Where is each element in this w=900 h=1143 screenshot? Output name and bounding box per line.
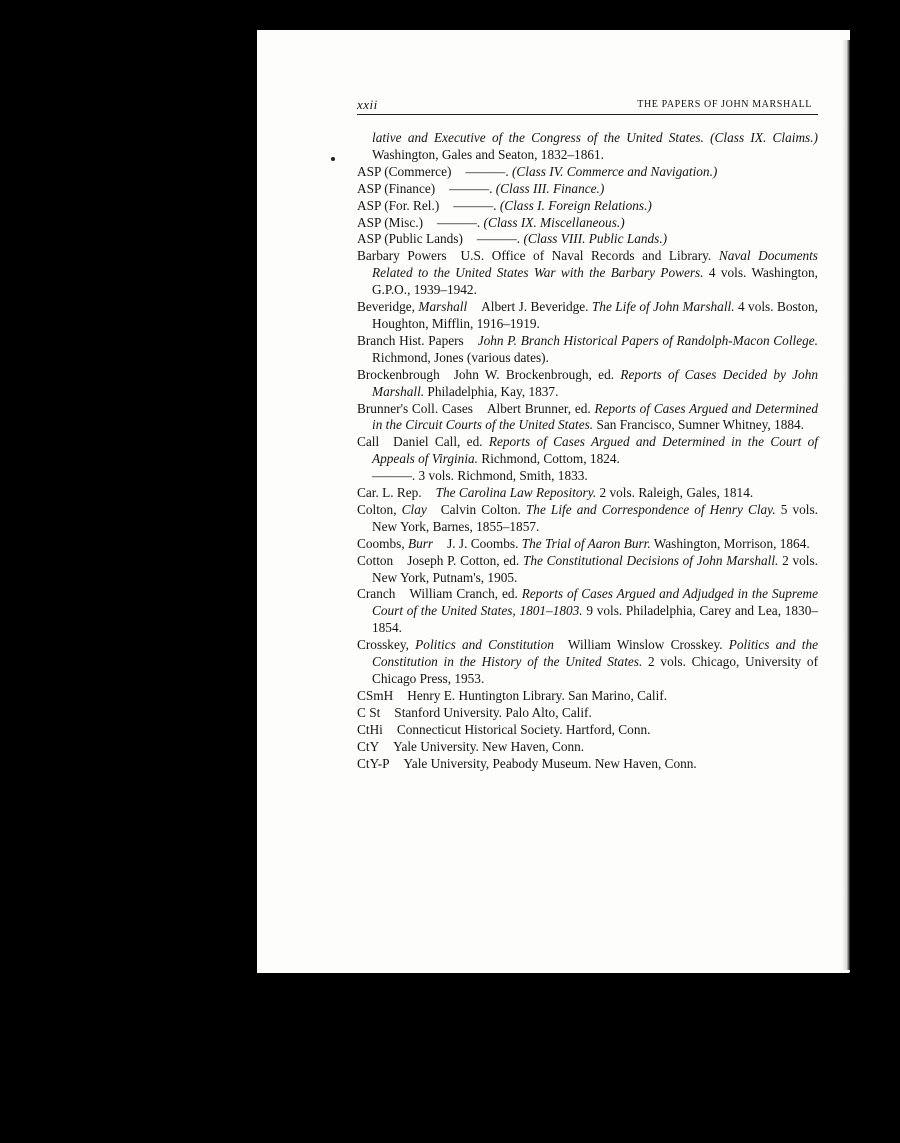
entry-abbreviation: Brockenbrough xyxy=(357,366,440,382)
bib-entry xyxy=(357,756,818,773)
entry-text: Calvin Colton. xyxy=(440,501,526,517)
entry-text: Washington, Gales and Seaton, 1832–1861. xyxy=(372,146,604,162)
entry-title-text: The Carolina Law Repository. xyxy=(435,485,597,501)
entry-title-text: The Trial of Aaron Burr. xyxy=(521,535,651,551)
entry-abbreviation: CtY xyxy=(357,738,380,754)
entry-abbreviation: CtY-P xyxy=(357,755,390,771)
entry-text: Albert J. Beveridge. xyxy=(481,299,592,315)
entry-abbreviation: Brunner's Coll. Cases xyxy=(357,400,473,416)
entry-text: ———. xyxy=(453,197,500,213)
entry-text: Henry E. Huntington Library. San Marino, Calif. xyxy=(407,687,668,703)
margin-mark xyxy=(331,157,335,161)
entry-title-text: Reports of Cases Decided by John Marshall. xyxy=(372,366,819,399)
page-header xyxy=(357,96,818,115)
entry-text: U.S. Office of Naval Records and Library. xyxy=(460,248,719,264)
abbreviations-list xyxy=(357,130,818,772)
entry-abbreviation: CtHi xyxy=(357,721,383,737)
bib-entry xyxy=(357,164,818,181)
bib-entry xyxy=(357,130,818,164)
entry-text: Stanford University. Palo Alto, Calif. xyxy=(394,704,592,720)
entry-abbreviation: Coombs, Burr xyxy=(357,535,434,551)
entry-abbreviation: Call xyxy=(357,434,380,450)
entry-text: ———. 3 vols. Richmond, Smith, 1833. xyxy=(372,468,588,484)
entry-title-text: Naval Documents Related to the United States War with the Barbary Powers. xyxy=(372,248,818,281)
entry-abbreviation: Branch Hist. Papers xyxy=(357,332,464,348)
entry-title-text: The Constitutional Decisions of John Marshall. xyxy=(522,552,779,568)
entry-abbreviation: Cotton xyxy=(357,552,394,568)
entry-text: Washington, Morrison, 1864. xyxy=(650,535,810,551)
bib-entry xyxy=(357,722,818,739)
entry-text: 2 vols. Raleigh, Gales, 1814. xyxy=(596,485,754,501)
bib-entry xyxy=(357,688,818,705)
page-edge-shadow xyxy=(842,40,850,970)
entry-text: William Winslow Crosskey. xyxy=(567,637,729,653)
entry-text: 4 vols. Washington, G.P.O., 1939–1942. xyxy=(372,265,818,298)
entry-text: 2 vols. Chicago, University of Chicago Press, 1953. xyxy=(372,654,818,686)
bib-entry xyxy=(357,248,818,299)
entry-text: Joseph P. Cotton, ed. xyxy=(407,552,523,568)
page-number: xxii xyxy=(357,97,378,112)
entry-title-text: (Class I. Foreign Relations.) xyxy=(499,197,652,213)
bib-entry xyxy=(357,333,818,367)
bib-entry xyxy=(357,231,818,248)
entry-abbreviation: CSmH xyxy=(357,687,394,703)
entry-text: J. J. Coombs. xyxy=(447,535,522,551)
entry-text: ———. xyxy=(465,163,512,179)
entry-abbreviation: ASP (Commerce) xyxy=(357,163,452,179)
bib-entry xyxy=(357,553,818,587)
entry-text: Richmond, Jones (various dates). xyxy=(372,349,549,365)
entry-title-text: Reports of Cases Argued and Adjudged in the Supreme Court of the United States, 1801–1803. xyxy=(372,586,819,619)
entry-abbreviation: Colton, Clay xyxy=(357,501,427,517)
entry-text: ———. xyxy=(437,214,484,230)
entry-text: Richmond, Cottom, 1824. xyxy=(478,451,620,467)
bib-entry xyxy=(357,739,818,756)
entry-abbreviation: Cranch xyxy=(357,586,396,602)
entry-title-text: (Class IV. Commerce and Navigation.) xyxy=(511,163,718,179)
scan-background xyxy=(0,0,900,30)
bib-entry xyxy=(357,299,818,333)
bib-entry xyxy=(357,705,818,722)
entry-title-text: The Life of John Marshall. xyxy=(591,299,735,315)
bib-entry xyxy=(357,468,818,485)
entry-abbreviation: ASP (Finance) xyxy=(357,180,436,196)
running-title: THE PAPERS OF JOHN MARSHALL xyxy=(637,99,812,110)
entry-title-text: The Life and Correspondence of Henry Clay. xyxy=(525,501,776,517)
entry-text: Connecticut Historical Society. Hartford, Conn. xyxy=(396,721,651,737)
bib-entry xyxy=(357,536,818,553)
entry-abbreviation: C St xyxy=(357,704,381,720)
entry-text: John W. Brockenbrough, ed. xyxy=(453,366,621,382)
entry-text: San Francisco, Sumner Whitney, 1884. xyxy=(593,417,804,433)
entry-abbreviation: ASP (For. Rel.) xyxy=(357,197,440,213)
entry-abbreviation: Crosskey, Politics and Constitution xyxy=(357,637,554,653)
entry-title-text: (Class IX. Miscellaneous.) xyxy=(483,214,625,230)
entry-title-text: (Class VIII. Public Lands.) xyxy=(523,231,668,247)
entry-abbreviation: Barbary Powers xyxy=(357,248,447,264)
bib-entry xyxy=(357,434,818,468)
entry-title-text: Reports of Cases Argued and Determined in the Circuit Courts of the United States. xyxy=(372,400,818,433)
entry-title-text: John P. Branch Historical Papers of Randolph-Macon College. xyxy=(477,332,818,348)
entry-text: ———. xyxy=(449,180,496,196)
entry-text: 4 vols. Boston, Houghton, Mifflin, 1916–1919. xyxy=(372,299,818,331)
entry-text: Daniel Call, ed. xyxy=(393,434,489,450)
entry-text: Yale University, Peabody Museum. New Haven, Conn. xyxy=(403,755,697,771)
bib-entry xyxy=(357,485,818,502)
entry-abbreviation: ASP (Misc.) xyxy=(357,214,423,230)
entry-abbreviation: Beveridge, Marshall xyxy=(357,299,468,315)
entry-text: Philadelphia, Kay, 1837. xyxy=(424,383,559,399)
bib-entry xyxy=(357,586,818,637)
bib-entry xyxy=(357,215,818,232)
entry-abbreviation: ASP (Public Lands) xyxy=(357,231,463,247)
entry-abbreviation: Car. L. Rep. xyxy=(357,485,422,501)
entry-text: 2 vols. New York, Putnam's, 1905. xyxy=(372,552,818,585)
entry-text: ———. xyxy=(476,231,524,247)
bib-entry xyxy=(357,502,818,536)
bib-entry xyxy=(357,401,818,435)
bib-entry xyxy=(357,367,818,401)
entry-text: Albert Brunner, ed. xyxy=(486,400,595,416)
bib-entry xyxy=(357,637,818,688)
bib-entry xyxy=(357,198,818,215)
entry-text: 5 vols. New York, Barnes, 1855–1857. xyxy=(372,501,818,534)
entry-title-text: Politics and the Constitution in the History of the United States. xyxy=(372,637,819,670)
entry-title-text: (Class III. Finance.) xyxy=(495,180,605,196)
entry-title-text: lative and Executive of the Congress of the United States. (Class IX. Claims.) xyxy=(372,130,818,145)
entry-text: Yale University. New Haven, Conn. xyxy=(393,738,585,754)
entry-text: 9 vols. Philadelphia, Carey and Lea, 1830–1854. xyxy=(372,603,818,636)
entry-title-text: Reports of Cases Argued and Determined in the Court of Appeals of Virginia. xyxy=(372,434,818,467)
entry-text: William Cranch, ed. xyxy=(409,586,522,602)
bib-entry xyxy=(357,181,818,198)
